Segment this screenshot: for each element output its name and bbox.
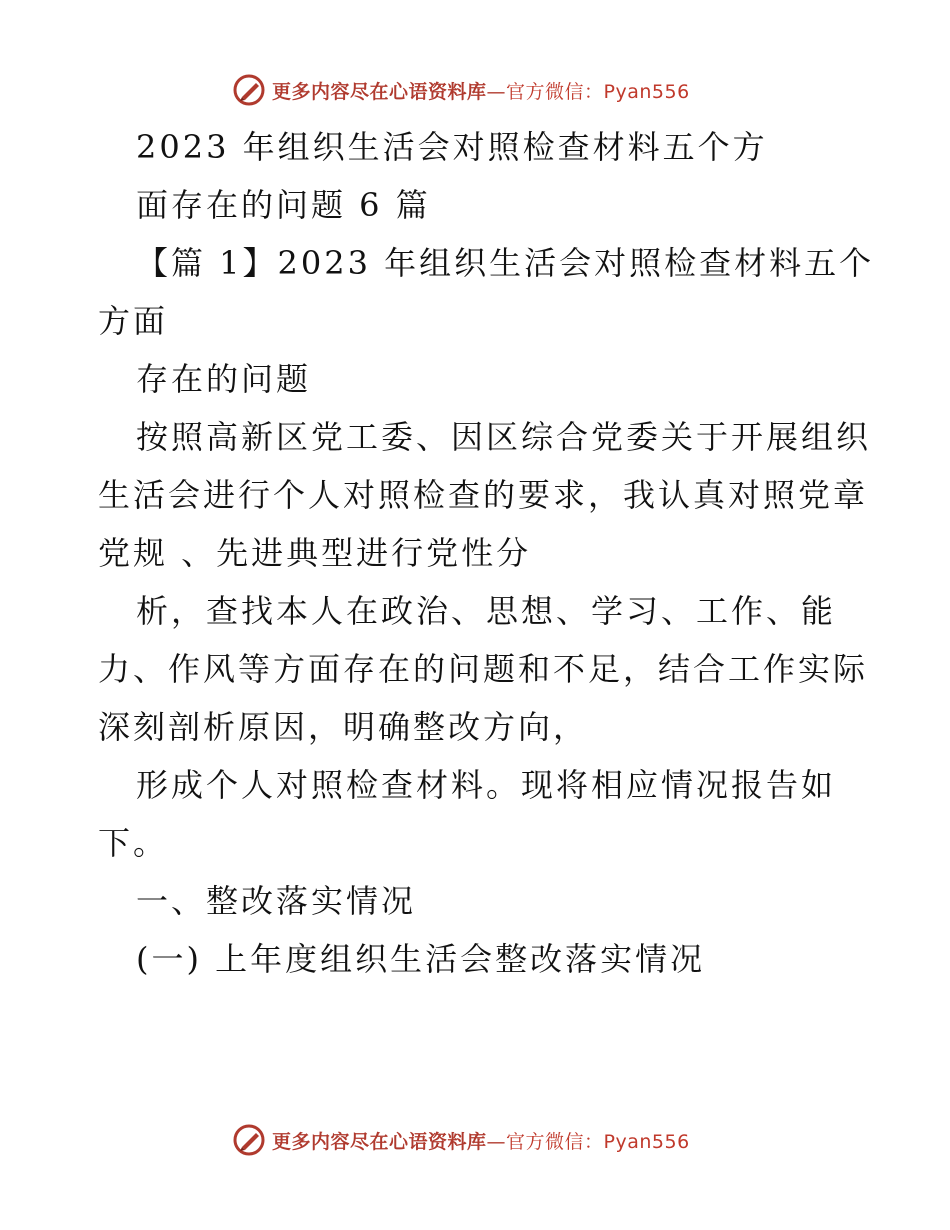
watermark-wechat: 官方微信：Pyan556 [506, 80, 690, 103]
paragraph-line: 力、作风等方面存在的问题和不足，结合工作实际 [98, 650, 869, 688]
paragraph-line: 存在的问题 [136, 360, 312, 398]
paragraph-line: 生活会进行个人对照检查的要求，我认真对照党章 [98, 476, 869, 514]
watermark-dash: — [486, 1130, 507, 1153]
watermark-dash: — [486, 80, 507, 103]
footer-watermark [232, 1122, 690, 1158]
paragraph-line: 面存在的问题 6 篇 [136, 186, 431, 224]
header-watermark [232, 72, 690, 108]
document-body [98, 118, 875, 988]
watermark-text [272, 77, 690, 104]
watermark-text [272, 1127, 690, 1154]
paragraph-line: 按照高新区党工委、因区综合党委关于开展组织 [136, 418, 872, 456]
paragraph-line: 2023 年组织生活会对照检查材料五个方 [136, 128, 768, 166]
paragraph-line: 方面 [98, 302, 169, 340]
paragraph-line: 深刻剖析原因，明确整改方向， [98, 708, 589, 746]
paragraph-line: 析，查找本人在政治、思想、学习、工作、能 [136, 592, 837, 630]
watermark-site: 更多内容尽在心语资料库 [272, 1130, 487, 1153]
pen-logo-icon [232, 73, 266, 107]
paragraph-line: 下。 [98, 824, 169, 862]
watermark-wechat: 官方微信：Pyan556 [506, 1130, 690, 1153]
paragraph-line: 党规 、先进典型进行党性分 [98, 534, 532, 572]
pen-logo-icon [232, 1123, 266, 1157]
paragraph-line: 一、整改落实情况 [136, 882, 417, 920]
watermark-site: 更多内容尽在心语资料库 [272, 80, 487, 103]
paragraph-line: (一) 上年度组织生活会整改落实情况 [136, 940, 706, 978]
paragraph-line: 【篇 1】2023 年组织生活会对照检查材料五个 [136, 244, 875, 282]
paragraph-line: 形成个人对照检查材料。现将相应情况报告如 [136, 766, 837, 804]
